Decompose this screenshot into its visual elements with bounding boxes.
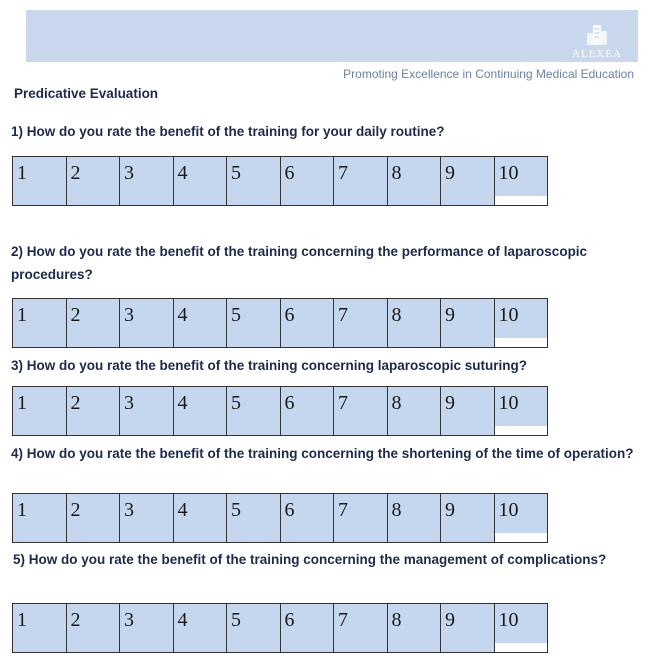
rating-scale-4[interactable] — [12, 493, 548, 543]
rating-option-8[interactable]: 8 — [388, 604, 442, 652]
question-4: 4) How do you rate the benefit of the training concerning the shortening of the time of operation? — [11, 446, 634, 461]
rating-option-10[interactable]: 10 — [495, 604, 548, 652]
rating-option-4[interactable]: 4 — [174, 157, 228, 205]
rating-scale-5[interactable] — [12, 603, 548, 653]
rating-scale-1[interactable] — [12, 156, 548, 206]
rating-option-10[interactable]: 10 — [495, 299, 548, 347]
header-banner — [26, 10, 638, 62]
rating-option-7[interactable]: 7 — [334, 604, 388, 652]
rating-option-9[interactable]: 9 — [441, 157, 495, 205]
building-icon — [584, 23, 610, 47]
rating-scale-3[interactable] — [12, 386, 548, 436]
question-2: 2) How do you rate the benefit of the training concerning the performance of laparoscopic procedures? — [11, 244, 588, 282]
rating-option-10[interactable]: 10 — [495, 387, 548, 435]
rating-option-8[interactable]: 8 — [388, 494, 442, 542]
rating-option-1[interactable]: 1 — [13, 299, 67, 347]
rating-option-1[interactable]: 1 — [13, 157, 67, 205]
rating-option-1[interactable]: 1 — [13, 604, 67, 652]
rating-option-6[interactable]: 6 — [281, 157, 335, 205]
rating-scale-2[interactable] — [12, 298, 548, 348]
rating-option-6[interactable]: 6 — [281, 604, 335, 652]
rating-option-9[interactable]: 9 — [441, 299, 495, 347]
rating-option-9[interactable]: 9 — [441, 387, 495, 435]
rating-option-3[interactable]: 3 — [120, 157, 174, 205]
section-title: Predicative Evaluation — [14, 86, 159, 101]
rating-option-5[interactable]: 5 — [227, 157, 281, 205]
rating-option-10[interactable]: 10 — [495, 157, 548, 205]
rating-option-7[interactable]: 7 — [334, 299, 388, 347]
rating-option-5[interactable]: 5 — [227, 387, 281, 435]
rating-option-9[interactable]: 9 — [441, 494, 495, 542]
rating-option-6[interactable]: 6 — [281, 387, 335, 435]
rating-option-2[interactable]: 2 — [67, 157, 121, 205]
rating-option-2[interactable]: 2 — [67, 604, 121, 652]
rating-option-1[interactable]: 1 — [13, 494, 67, 542]
rating-option-6[interactable]: 6 — [281, 494, 335, 542]
rating-option-5[interactable]: 5 — [227, 494, 281, 542]
rating-option-3[interactable]: 3 — [120, 604, 174, 652]
alexea-logo — [562, 12, 632, 60]
rating-option-2[interactable]: 2 — [67, 299, 121, 347]
rating-option-7[interactable]: 7 — [334, 494, 388, 542]
rating-option-9[interactable]: 9 — [441, 604, 495, 652]
rating-option-2[interactable]: 2 — [67, 494, 121, 542]
logo-text: ALEXEA — [572, 48, 622, 60]
question-3: 3) How do you rate the benefit of the training concerning laparoscopic suturing? — [11, 358, 528, 373]
rating-option-4[interactable]: 4 — [174, 494, 228, 542]
rating-option-7[interactable]: 7 — [334, 157, 388, 205]
rating-option-1[interactable]: 1 — [13, 387, 67, 435]
question-5: 5) How do you rate the benefit of the training concerning the management of complications? — [13, 552, 607, 567]
rating-option-5[interactable]: 5 — [227, 604, 281, 652]
rating-option-8[interactable]: 8 — [388, 299, 442, 347]
rating-option-3[interactable]: 3 — [120, 494, 174, 542]
rating-option-7[interactable]: 7 — [334, 387, 388, 435]
rating-option-3[interactable]: 3 — [120, 299, 174, 347]
rating-option-8[interactable]: 8 — [388, 387, 442, 435]
rating-option-6[interactable]: 6 — [281, 299, 335, 347]
question-1: 1) How do you rate the benefit of the training for your daily routine? — [11, 124, 445, 139]
rating-option-10[interactable]: 10 — [495, 494, 548, 542]
rating-option-5[interactable]: 5 — [227, 299, 281, 347]
tagline: Promoting Excellence in Continuing Medical Education — [343, 67, 634, 81]
rating-option-4[interactable]: 4 — [174, 299, 228, 347]
rating-option-8[interactable]: 8 — [388, 157, 442, 205]
rating-option-4[interactable]: 4 — [174, 604, 228, 652]
rating-option-4[interactable]: 4 — [174, 387, 228, 435]
rating-option-2[interactable]: 2 — [67, 387, 121, 435]
rating-option-3[interactable]: 3 — [120, 387, 174, 435]
